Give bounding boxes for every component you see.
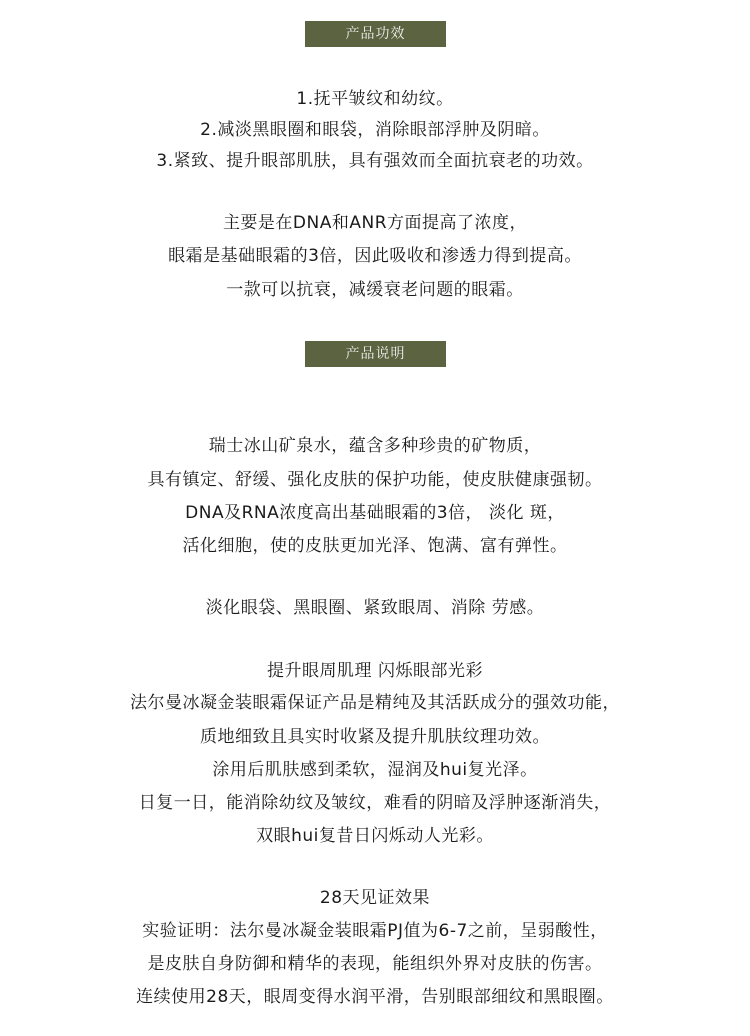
description-line-1: 瑞士冰山矿泉水，蕴含多种珍贵的矿物质， bbox=[208, 436, 542, 456]
highlight-line-2: 质地细致且具实时收紧及提升肌肤纹理功效。 bbox=[200, 727, 550, 747]
summary-line-2: 眼霜是基础眼霜的3倍，因此吸收和渗透力得到提高。 bbox=[168, 246, 582, 266]
summary-line-3: 一款可以抗衰，减缓衰老问题的眼霜。 bbox=[226, 280, 524, 300]
description-line-3: DNA及RNA浓度高出基础眼霜的3倍， 淡化 斑， bbox=[185, 503, 565, 523]
highlight-line-5: 双眼hui复昔日闪烁动人光彩。 bbox=[256, 826, 494, 846]
highlight-line-1: 法尔曼冰凝金装眼霜保证产品是精纯及其活跃成分的强效功能， bbox=[130, 693, 620, 713]
highlight-line-4: 日复一日，能消除幼纹及皱纹，难看的阴暗及浮肿逐渐消失， bbox=[138, 793, 612, 813]
effect-line-3: 3.紧致、提升眼部肌肤，具有强效而全面抗衰老的功效。 bbox=[156, 151, 594, 171]
effects-line: 淡化眼袋、黑眼圈、紧致眼周、消除 劳感。 bbox=[205, 598, 545, 618]
proof-line-2: 是皮肤自身防御和精华的表现，能组织外界对皮肤的伤害。 bbox=[147, 954, 603, 974]
effect-line-1: 1.抚平皱纹和幼纹。 bbox=[296, 89, 454, 109]
description-line-2: 具有镇定、舒缓、强化皮肤的保护功能，使皮肤健康强韧。 bbox=[147, 470, 603, 490]
highlight-line-3: 涂用后肌肤感到柔软，湿润及hui复光泽。 bbox=[212, 760, 538, 780]
highlight-heading: 提升眼周肌理 闪烁眼部光彩 bbox=[267, 661, 483, 681]
description-line-4: 活化细胞，使的皮肤更加光泽、饱满、富有弹性。 bbox=[182, 536, 568, 556]
proof-line-1: 实验证明：法尔曼冰凝金装眼霜PJ值为6-7之前，呈弱酸性， bbox=[142, 921, 608, 941]
section-title-description: 产品说明 bbox=[305, 341, 446, 367]
summary-line-1: 主要是在DNA和ANR方面提高了浓度， bbox=[222, 213, 528, 233]
section-title-effects: 产品功效 bbox=[305, 21, 446, 47]
effect-line-2: 2.减淡黑眼圈和眼袋，消除眼部浮肿及阴暗。 bbox=[200, 120, 550, 140]
proof-line-3: 连续使用28天，眼周变得水润平滑，告别眼部细纹和黑眼圈。 bbox=[136, 987, 614, 1007]
proof-heading: 28天见证效果 bbox=[319, 888, 431, 908]
